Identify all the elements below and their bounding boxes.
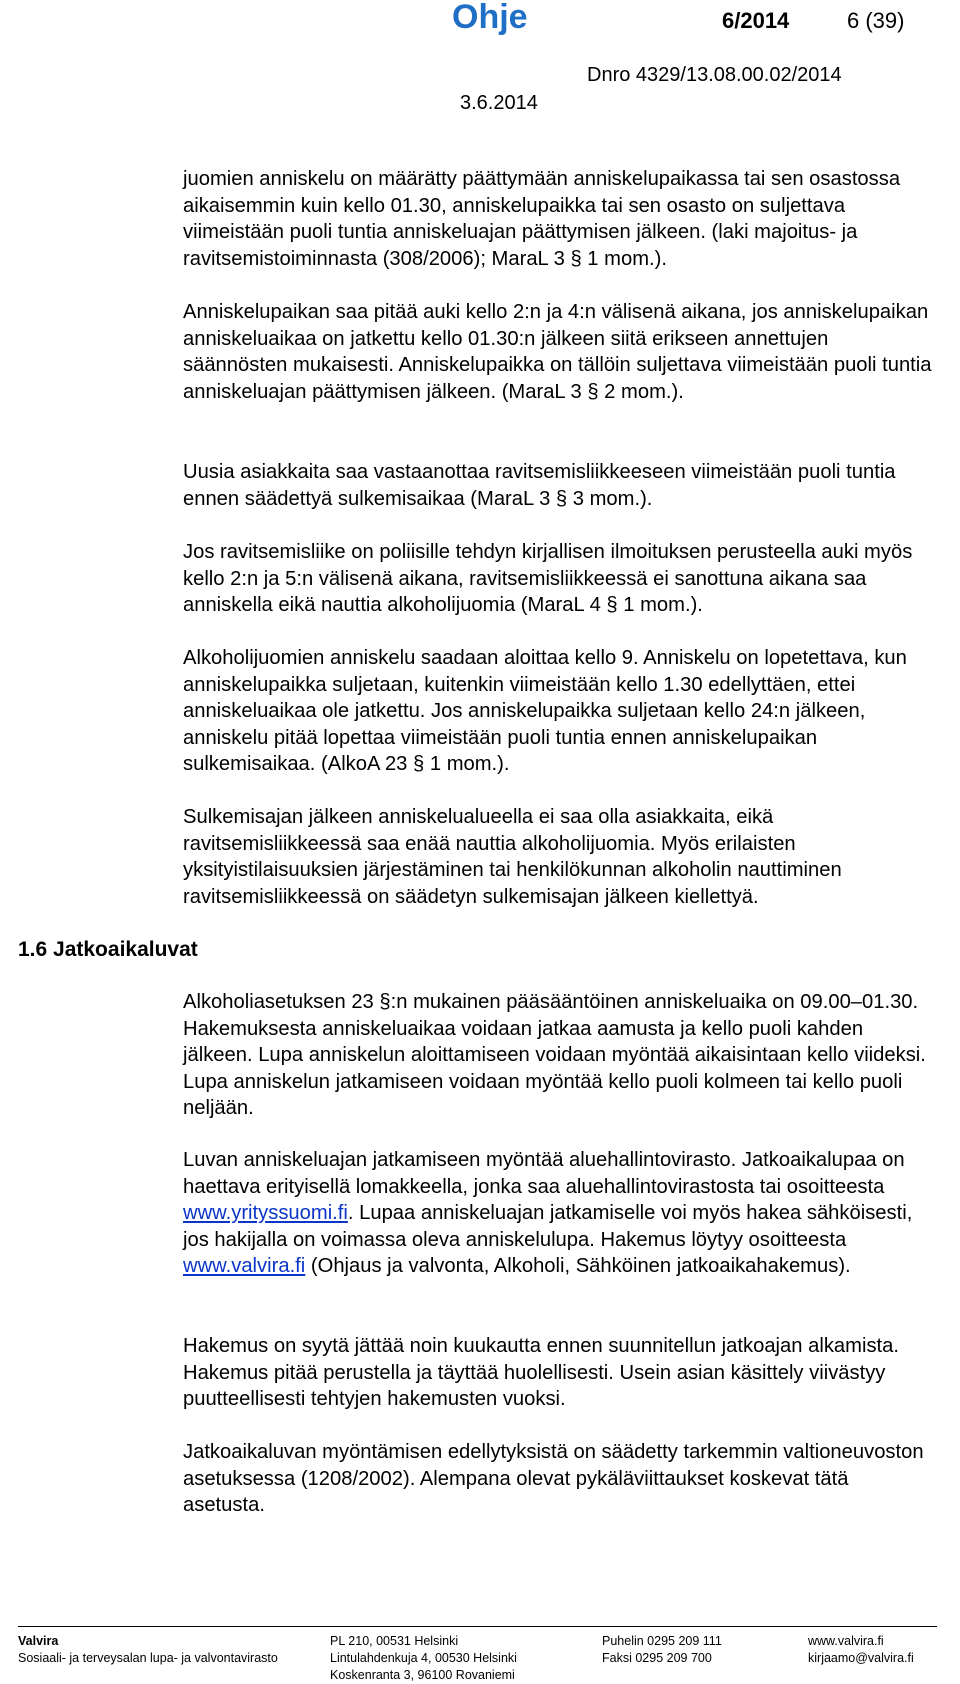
footer-phone: Puhelin 0295 209 111 [602,1634,722,1648]
footer-addresses [330,1633,517,1684]
valvira-link[interactable]: www.valvira.fi [183,1255,306,1278]
document-date: 3.6.2014 [460,92,538,114]
record-number: Dnro 4329/13.08.00.02/2014 [587,64,842,86]
paragraph [183,1439,935,1519]
paragraph [183,989,935,1122]
paragraph-text: Sulkemisajan jälkeen anniskelualueella ei saa olla asiakkaita, eikä ravitsemisliikkeessä saa enää nauttia alkoholijuomia. Myös erilaisten yksityistilaisuuksien järjestäminen tai henkilökunnan alkoholin nauttiminen ravitsemisliikkeessä on säädetyn sulkemisajan jälkeen kiellettyä. [183,806,842,908]
footer-address: PL 210, 00531 Helsinki [330,1634,459,1648]
page-number: 6 (39) [847,8,905,33]
paragraph [183,1333,935,1413]
section-heading: 1.6 Jatkoaikaluvat [18,938,198,961]
footer-fax: Faksi 0295 209 700 [602,1651,712,1665]
paragraph-text [183,1147,935,1280]
paragraph-text: Uusia asiakkaita saa vastaanottaa ravitsemisliikkeeseen viimeistään puoli tuntia ennen säädettyä sulkemisaikaa (MaraL 3 § 3 mom.). [183,461,896,510]
paragraph-text: Alkoholiasetuksen 23 §:n mukainen pääsääntöinen anniskeluaika on 09.00–01.30. Hakemuksesta anniskeluaikaa voidaan jatkaa aamusta ja kello puoli kahden jälkeen. Lupa anniskelun aloittamiseen voidaan myöntää aikaisintaan kello viideksi. Lupa anniskelun jatkamiseen voidaan myöntää kello puoli kolmeen tai kello puoli neljään. [183,991,926,1120]
document-type-title: Ohje [452,0,528,36]
yrityssuomi-link[interactable]: www.yrityssuomi.fi [183,1202,348,1225]
paragraph [183,459,935,512]
page-header [0,0,960,120]
paragraph [183,804,935,910]
footer-organization [18,1633,278,1667]
paragraph-text: Jos ravitsemisliike on poliisille tehdyn kirjallisen ilmoituksen perusteella auki myös kello 2:n ja 5:n välisenä aikana, ravitsemisliikkeessä ei sanottuna aikana saa anniskella eikä nauttia alkoholijuomia (MaraL 4 § 1 mom.). [183,541,913,617]
paragraph-text: Jatkoaikaluvan myöntämisen edellytyksistä on säädetty tarkemmin valtioneuvoston asetuksessa (1208/2002). Alempana olevat pykäläviittaukset koskevat tätä asetusta. [183,1441,924,1517]
paragraph-text: juomien anniskelu on määrätty päättymään anniskelupaikassa tai sen osastossa aikaisemmin kuin kello 01.30, anniskelupaikka tai sen osasto on suljettava viimeistään puoli tuntia anniskeluajan päättymisen jälkeen. (laki majoitus- ja ravitsemistoiminnasta (308/2006); MaraL 3 § 1 mom.). [183,168,901,270]
paragraph-text: Alkoholijuomien anniskelu saadaan aloittaa kello 9. Anniskelu on lopetettava, kun anniskelupaikka suljetaan, kuitenkin viimeistään kello 1.30 edellyttäen, ettei anniskeluaikaa ole jatkettu. Jos anniskelupaikka suljetaan kello 24:n jälkeen, anniskelu pitää lopettaa viimeistään puoli tuntia ennen anniskelupaikan sulkemisaikaa. (AlkoA 23 § 1 mom.). [183,647,907,776]
footer-org-full: Sosiaali- ja terveysalan lupa- ja valvontavirasto [18,1651,278,1665]
paragraph [183,299,935,405]
footer-contact [808,1633,914,1667]
footer-divider [18,1626,937,1627]
paragraph [183,1147,935,1280]
footer-address: Koskenranta 3, 96100 Rovaniemi [330,1668,515,1682]
issue-number: 6/2014 [722,8,790,33]
footer-phone-fax [602,1633,722,1667]
footer-email: kirjaamo@valvira.fi [808,1651,914,1665]
paragraph [183,166,935,272]
paragraph-text: Hakemus on syytä jättää noin kuukautta ennen suunnitellun jatkoajan alkamista. Hakemus pitää perustella ja täyttää huolellisesti. Usein asian käsittely viivästyy puutteellisesti tehtyjen hakemusten vuoksi. [183,1335,899,1411]
paragraph [183,539,935,619]
footer-org-name: Valvira [18,1634,59,1648]
footer-web: www.valvira.fi [808,1634,884,1648]
paragraph-text: Anniskelupaikan saa pitää auki kello 2:n ja 4:n välisenä aikana, jos anniskelupaikan anniskeluaikaa on jatkettu kello 01.30:n jälkeen siitä erikseen annettujen säännösten mukaisesti. Anniskelupaikka on tällöin suljettava viimeistään puoli tuntia anniskeluajan päättymisen jälkeen. (MaraL 3 § 2 mom.). [183,301,932,403]
paragraph-text-part: (Ohjaus ja valvonta, Alkoholi, Sähköinen jatkoaikahakemus). [305,1255,851,1278]
paragraph-text-part: . Lupaa anniskeluajan jatkamiselle voi myös hakea sähköisesti, jos hakijalla on voimassa oleva anniskelulupa. Hakemus löytyy osoitteesta [183,1202,913,1251]
paragraph-text-part: Luvan anniskeluajan jatkamiseen myöntää aluehallintovirasto. Jatkoaikalupaa on haettava erityisellä lomakkeella, jonka saa aluehallintovirastosta tai osoitteesta [183,1149,905,1198]
footer-address: Lintulahdenkuja 4, 00530 Helsinki [330,1651,517,1665]
paragraph [183,645,935,778]
